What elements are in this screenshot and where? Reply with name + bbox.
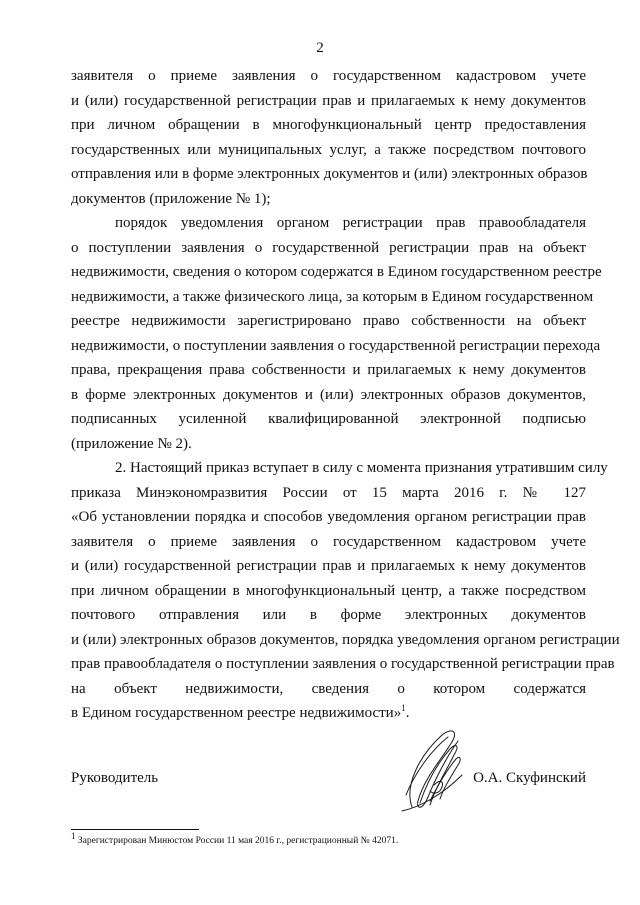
text-line: государственных или муниципальных услуг, а также посредством почтового — [71, 141, 586, 158]
text-line: почтового отправления или в форме электронных документов — [71, 607, 586, 623]
text-line: при личном обращении в многофункциональный центр предоставления — [71, 117, 586, 133]
text-line: (приложение № 2). — [71, 435, 192, 452]
text-line: недвижимости, а также физического лица, за которым в Едином государственном — [71, 288, 594, 305]
text-line: документов (приложение № 1); — [71, 190, 271, 207]
paragraph-3 — [71, 456, 620, 726]
text-line: отправления или в форме электронных документов и (или) электронных образов — [71, 166, 588, 182]
text-line: порядок уведомления органом регистрации прав правообладателя — [115, 215, 586, 231]
text-line — [71, 701, 586, 726]
text-line: прав правообладателя о поступлении заявления о государственной регистрации прав — [71, 656, 615, 672]
text-line: и (или) электронных образов документов, порядка уведомления органом регистрации — [71, 631, 620, 648]
text-line: реестре недвижимости зарегистрировано право собственности на объект — [71, 313, 586, 329]
text-line: и (или) государственной регистрации прав и прилагаемых к нему документов — [71, 558, 586, 574]
text-line: заявителя о приеме заявления о государственном кадастровом учете — [71, 68, 586, 84]
text-line: недвижимости, сведения о котором содержатся в Едином государственном реестре — [71, 264, 602, 280]
footnote-separator — [71, 829, 199, 830]
paragraph-2 — [71, 211, 602, 456]
text-line: заявителя о приеме заявления о государственном кадастровом учете — [71, 533, 586, 550]
document-body — [71, 64, 620, 726]
footnote-text: Зарегистрирован Минюстом России 11 мая 2016 г., регистрационный № 42071. — [77, 836, 399, 847]
signature-block — [71, 770, 586, 794]
text-line: при личном обращении в многофункциональный центр, а также посредством — [71, 582, 586, 599]
text-line: подписанных усиленной квалифицированной электронной подписью — [71, 411, 586, 427]
handwritten-signature — [390, 715, 470, 825]
text-line-content: в Едином государственном реестре недвижимости» — [71, 705, 402, 721]
signatory-title: Руководитель — [71, 770, 159, 786]
paragraph-1 — [71, 64, 586, 211]
text-line: «Об установлении порядка и способов уведомления органом регистрации прав — [71, 509, 586, 525]
footnote — [71, 831, 399, 847]
sentence-end: . — [405, 705, 410, 721]
text-line: в форме электронных документов и (или) электронных образов документов, — [71, 386, 586, 403]
footnote-reference: 1 — [401, 703, 406, 713]
footnote-mark: 1 — [71, 831, 76, 841]
signatory-name: О.А. Скуфинский — [473, 770, 586, 786]
text-line: приказа Минэкономразвития России от 15 марта 2016 г. № 127 — [71, 484, 586, 501]
text-line: недвижимости, о поступлении заявления о государственной регистрации перехода — [71, 337, 601, 354]
text-line: на объект недвижимости, сведения о котором содержатся — [71, 680, 586, 697]
text-line: права, прекращения права собственности и прилагаемых к нему документов — [71, 362, 586, 378]
text-line: и (или) государственной регистрации прав и прилагаемых к нему документов — [71, 92, 586, 109]
text-line: 2. Настоящий приказ вступает в силу с момента признания утратившим силу — [115, 460, 608, 476]
page-number: 2 — [316, 40, 324, 56]
text-line: о поступлении заявления о государственной регистрации прав на объект — [71, 239, 586, 256]
